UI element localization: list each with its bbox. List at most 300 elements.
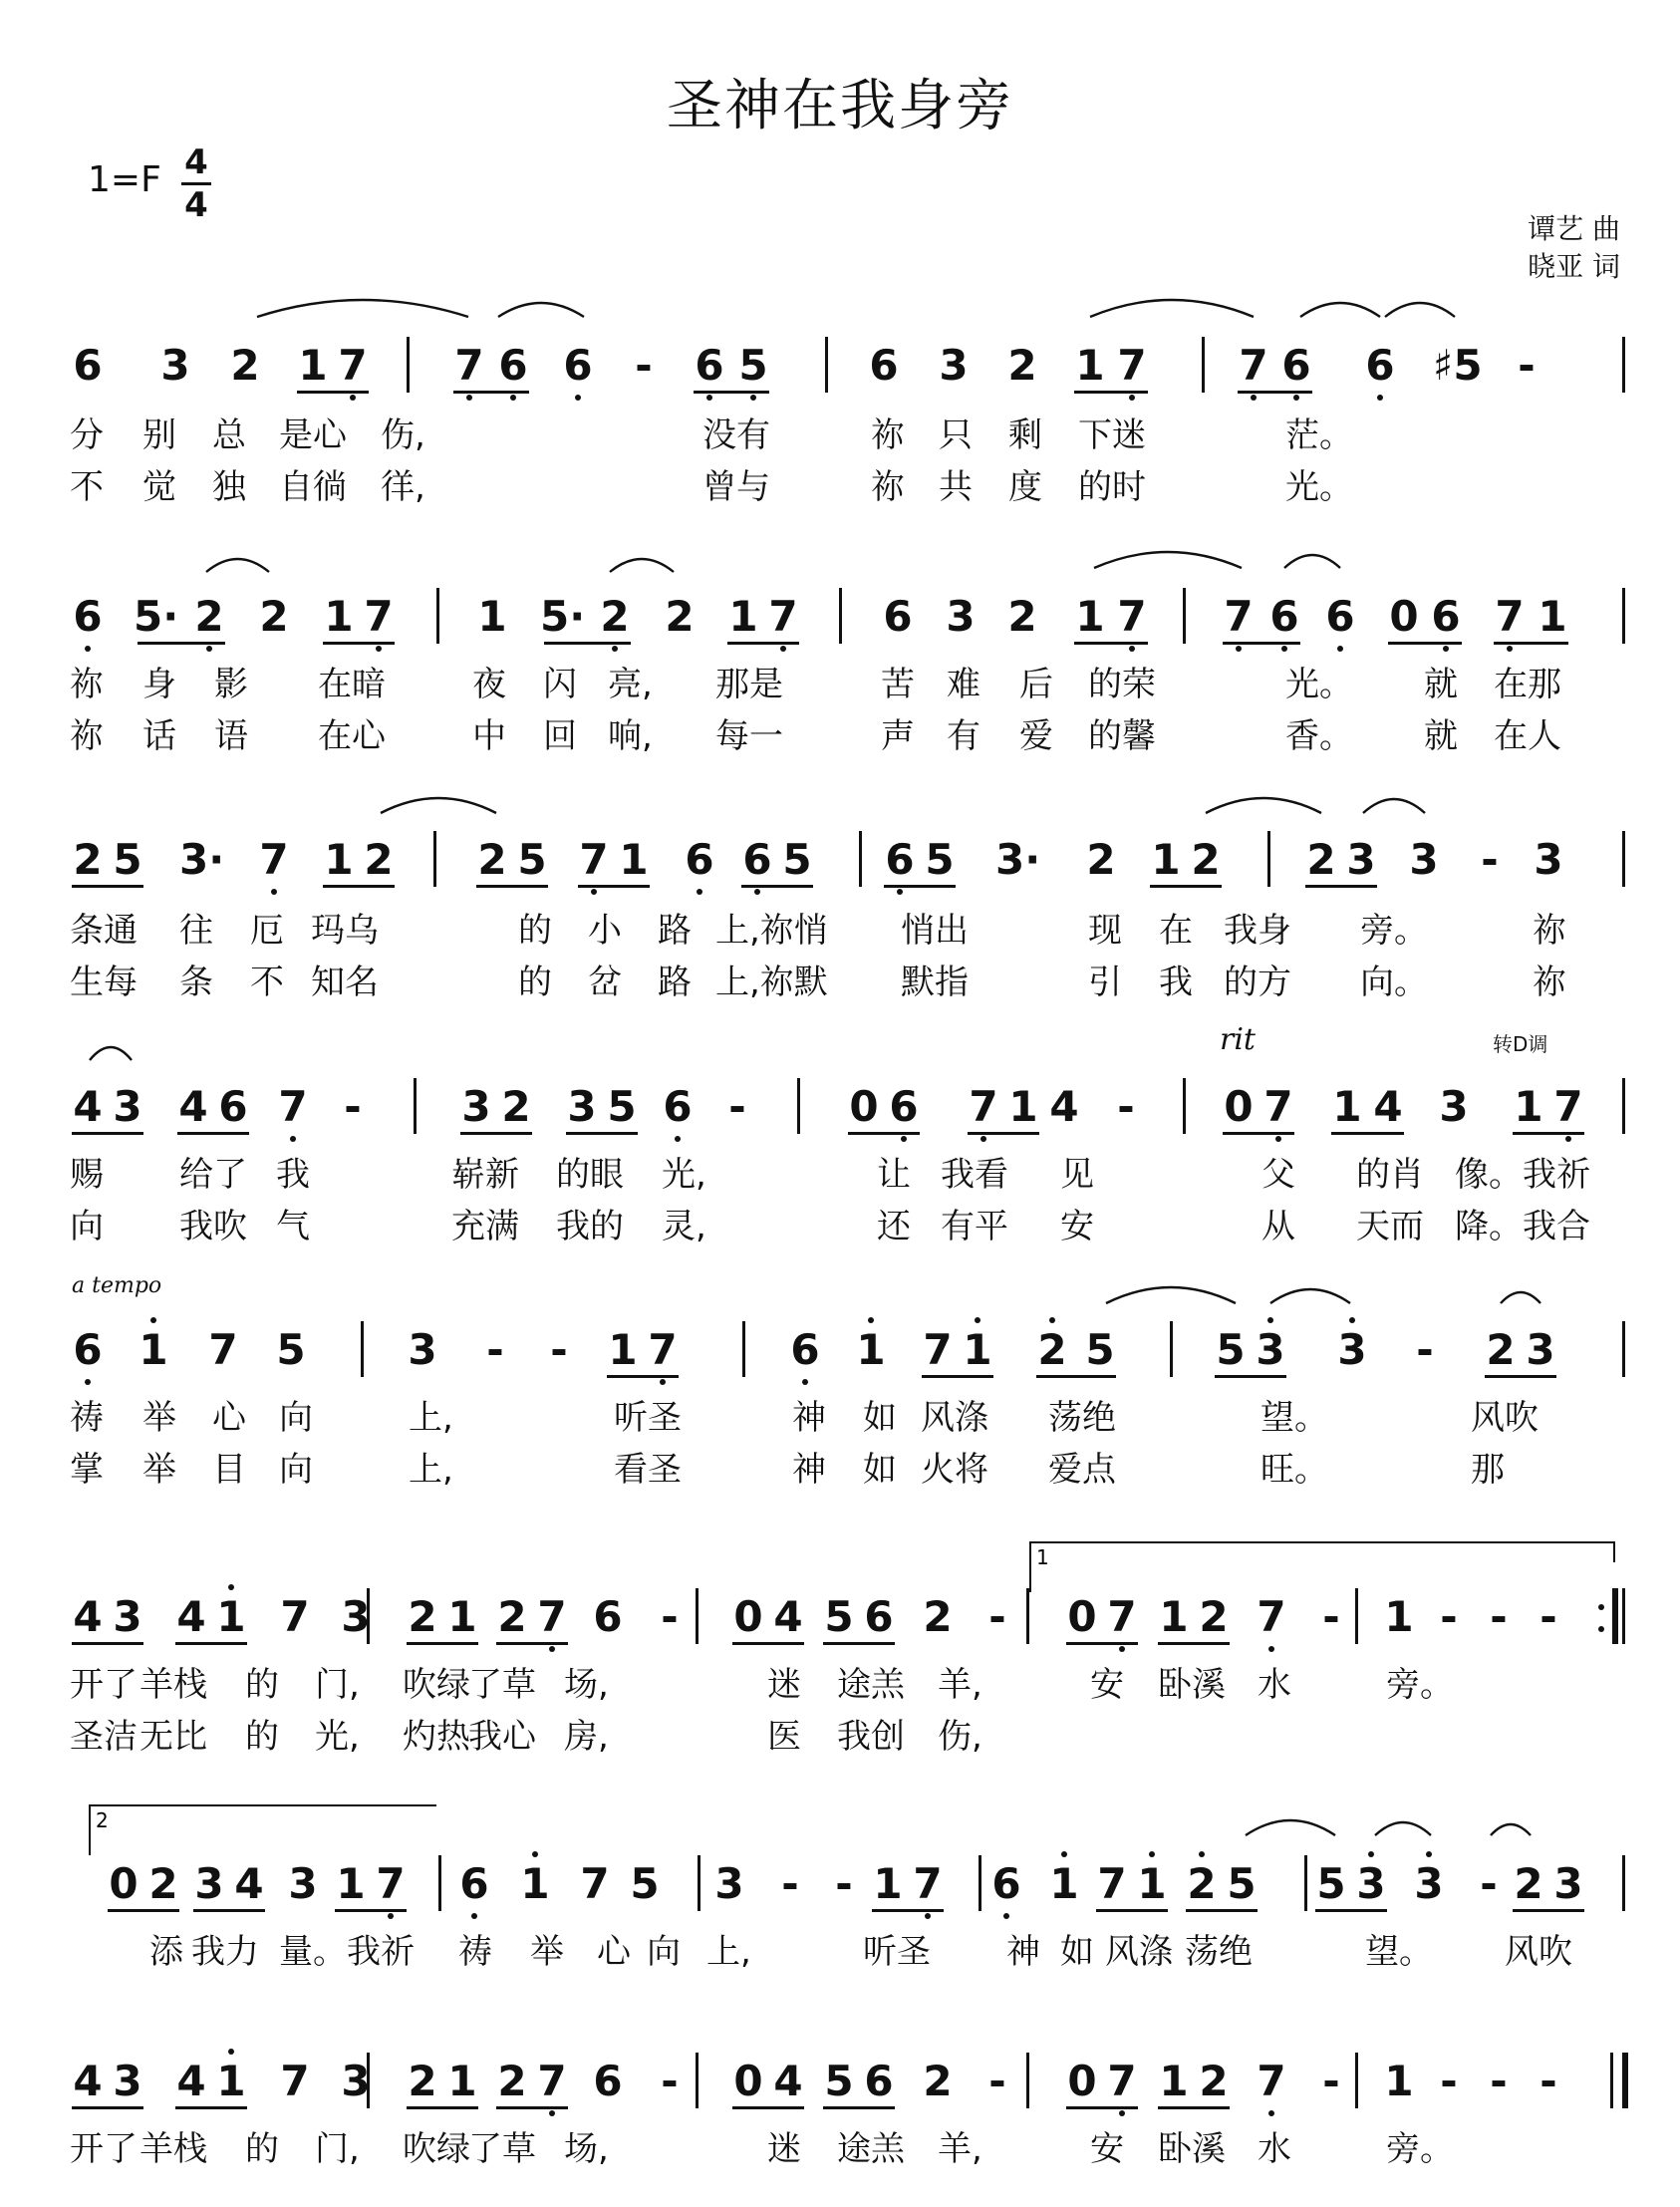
lyric-syllable: 场, [564, 2129, 609, 2169]
note-digit: 4 [1373, 1082, 1403, 1131]
octave-down-dot [1268, 1646, 1274, 1652]
eighth-beam [741, 885, 813, 888]
note-digit: 7 [1257, 2057, 1286, 2105]
barline [1622, 1321, 1625, 1377]
barline [797, 1078, 800, 1134]
note [1080, 1325, 1120, 1374]
lyric-syllable: 神 [792, 1450, 826, 1490]
note-digit: 7 [1495, 592, 1525, 641]
lyric-syllable: 就 [1424, 665, 1458, 704]
eighth-beam [968, 1132, 1039, 1135]
note [512, 835, 552, 884]
note [978, 2057, 1017, 2105]
octave-up-dot [1061, 1851, 1067, 1857]
volta-1-label: 1 [1036, 1545, 1049, 1569]
note [108, 2057, 147, 2105]
note [1276, 341, 1316, 390]
note [492, 2057, 532, 2105]
note [271, 1325, 311, 1374]
note-digit: 7 [1553, 1082, 1583, 1131]
octave-down-dot [471, 1913, 477, 1919]
note [1301, 835, 1341, 884]
note [602, 1082, 642, 1131]
note-digit: 5 [276, 1325, 306, 1374]
note [211, 2057, 251, 2105]
note-digit: 2 [364, 835, 394, 884]
note-digit: 1 [1137, 1859, 1167, 1908]
lyric-syllable: 的时 [1078, 467, 1146, 507]
barline [859, 831, 862, 887]
note [1351, 1859, 1391, 1908]
note-digit: 3· [179, 835, 225, 884]
eighth-beam [1494, 642, 1568, 645]
note-digit: 4 [176, 1592, 206, 1641]
lyric-syllable: 往 [179, 911, 213, 951]
eighth-beam [323, 642, 395, 645]
repeat-dot [1598, 1604, 1604, 1610]
note-digit: 6 [1269, 592, 1299, 641]
note [493, 341, 533, 390]
note [515, 1859, 555, 1908]
lyric-syllable: 崭新 [451, 1155, 519, 1195]
note [1507, 341, 1546, 390]
slur [1284, 555, 1340, 568]
note-digit: 7 [376, 1859, 406, 1908]
lyric-syllable: 没有 [702, 415, 770, 455]
note-digit: 7 [580, 1859, 610, 1908]
note-digit: 6 [498, 341, 528, 390]
octave-down-dot [376, 646, 382, 652]
note-digit: 5 [630, 1859, 660, 1908]
octave-up-dot [1149, 1851, 1155, 1857]
lyric-syllable: 祢 [871, 467, 905, 507]
note-digit: 3 [939, 341, 969, 390]
octave-down-dot [466, 395, 472, 401]
note-digit: - [1481, 835, 1499, 884]
note-digit: 0 [733, 2057, 763, 2105]
note [1044, 1082, 1084, 1131]
eighth-beam [407, 2106, 478, 2109]
note [371, 1859, 411, 1908]
lyric-syllable: 在心 [318, 716, 386, 756]
note [918, 1325, 958, 1374]
lyric-syllable: 场, [564, 1665, 609, 1705]
note-digit: - [550, 1325, 568, 1374]
octave-down-dot [1251, 395, 1257, 401]
note [658, 1082, 698, 1131]
eighth-beam [823, 1642, 895, 1645]
lyric-syllable: 赐 [70, 1155, 104, 1195]
note [1194, 1592, 1234, 1641]
note-digit: 1 [139, 1325, 168, 1374]
note-digit: 4 [178, 1082, 208, 1131]
note-digit: 5 [824, 1592, 854, 1641]
octave-down-dot [290, 1136, 296, 1142]
eighth-beam [544, 642, 631, 645]
note [254, 835, 294, 884]
barline [361, 1321, 364, 1377]
note [728, 1592, 768, 1641]
eighth-beam [1223, 1132, 1294, 1135]
note-digit: - [1540, 2057, 1557, 2105]
note [1341, 835, 1381, 884]
lyric-syllable: 不 [250, 963, 284, 1002]
note-digit: 3 [408, 1325, 437, 1374]
octave-up-dot [1349, 1317, 1355, 1323]
octave-down-dot [901, 1136, 907, 1142]
lyric-syllable: 无比 [140, 1717, 207, 1757]
note-digit: 7 [537, 1592, 567, 1641]
eighth-beam [566, 1132, 638, 1135]
note-digit: 5 [925, 835, 955, 884]
note [878, 592, 918, 641]
octave-up-dot [1199, 1851, 1205, 1857]
note-digit: 0 [733, 1592, 763, 1641]
note [293, 341, 333, 390]
note-digit: 1 [1538, 592, 1567, 641]
note [1404, 835, 1444, 884]
octave-down-dot [1337, 646, 1343, 652]
note [273, 1082, 313, 1131]
barline [438, 1855, 441, 1911]
eighth-beam [1074, 642, 1148, 645]
lyric-syllable: 风吹 [1505, 1932, 1572, 1972]
note-digit: 3 [1256, 1325, 1285, 1374]
note-digit: 2 [1086, 835, 1116, 884]
note-digit: 3 [1414, 1859, 1444, 1908]
eighth-beam [1388, 642, 1462, 645]
note [1548, 1859, 1588, 1908]
note [1146, 835, 1186, 884]
lyric-syllable: 听圣 [863, 1932, 931, 1972]
eighth-beam [1158, 2106, 1230, 2109]
lyric-syllable: 分 [70, 415, 104, 455]
note [717, 1082, 757, 1131]
note [680, 835, 719, 884]
barline [1622, 588, 1625, 644]
lyric-syllable: 向 [647, 1932, 681, 1972]
note-digit: 7 [1257, 1592, 1286, 1641]
note [723, 592, 763, 641]
octave-down-dot [1507, 646, 1513, 652]
lyric-syllable: 我吹 [179, 1207, 247, 1246]
octave-down-dot [350, 395, 356, 401]
note-digit: - [344, 1082, 362, 1131]
note [819, 2057, 859, 2105]
note-digit: 3 [1346, 835, 1376, 884]
slur [1094, 552, 1242, 568]
note [625, 1859, 665, 1908]
note-digit: 6 [742, 835, 772, 884]
lyric-syllable: 心 [597, 1932, 631, 1972]
note [68, 835, 108, 884]
note-digit: 3 [1553, 1859, 1583, 1908]
octave-down-dot [1281, 646, 1287, 652]
note [995, 835, 1041, 884]
lyric-syllable: 条 [179, 963, 213, 1002]
note [1384, 592, 1424, 641]
note-digit: 1 [1384, 2057, 1414, 2105]
lyric-syllable: 医 [767, 1717, 801, 1757]
note [768, 2057, 808, 2105]
note-digit: 3 [341, 2057, 371, 2105]
lyric-syllable: 的 [245, 1717, 279, 1757]
octave-down-dot [660, 1379, 666, 1385]
lyric-syllable: 身 [142, 665, 176, 704]
slur [381, 798, 496, 813]
note [1102, 1592, 1142, 1641]
lyric-syllable: 旺。 [1260, 1450, 1328, 1490]
lyric-syllable: 上, [409, 1450, 453, 1490]
lyric-syllable: 向 [279, 1450, 313, 1490]
barline [1622, 1588, 1625, 1644]
note-digit: 1 [856, 1325, 886, 1374]
eighth-beam [175, 1642, 247, 1645]
slur [257, 300, 468, 317]
lyric-syllable: 的馨 [1088, 716, 1156, 756]
eighth-beam [108, 1909, 179, 1912]
note-digit: 6 [593, 1592, 623, 1641]
octave-up-dot [228, 2049, 234, 2055]
note-digit: - [1480, 1859, 1498, 1908]
octave-down-dot [85, 1379, 91, 1385]
barline [1622, 337, 1625, 393]
note [68, 2057, 108, 2105]
note-digit: 6 [864, 2057, 894, 2105]
octave-down-dot [271, 889, 277, 895]
lyricist-credit: 晓亚 词 [1528, 250, 1620, 283]
note [283, 1859, 323, 1908]
note [359, 835, 399, 884]
lyric-syllable: 生每 [70, 963, 138, 1002]
note-digit: 7 [1117, 341, 1147, 390]
note-digit: 3 [1534, 835, 1563, 884]
lyric-syllable: 量。我祈 [279, 1932, 415, 1972]
note-digit: 6 [883, 592, 913, 641]
octave-down-dot [1129, 646, 1135, 652]
slur [1363, 799, 1425, 813]
note-digit: 5 [1316, 1859, 1346, 1908]
octave-down-dot [1119, 1646, 1125, 1652]
note-digit: 6 [885, 835, 915, 884]
note [475, 1325, 515, 1374]
octave-up-dot [1426, 1851, 1432, 1857]
note [920, 835, 960, 884]
eighth-beam [823, 2106, 895, 2109]
lyric-syllable: 羊栈 [140, 2129, 207, 2169]
barline [436, 588, 439, 644]
lyric-syllable: 途羔 [837, 1665, 905, 1705]
lyric-syllable: 在那 [1494, 665, 1561, 704]
note [1219, 592, 1259, 641]
eighth-beam [72, 2106, 143, 2109]
octave-down-dot [780, 646, 786, 652]
eighth-beam [578, 885, 650, 888]
rit-marking: rit [1220, 1022, 1256, 1057]
lyric-syllable: 天而 [1356, 1207, 1424, 1246]
note [143, 1859, 183, 1908]
note [1102, 2057, 1142, 2105]
lyric-syllable: 有 [947, 716, 980, 756]
note-digit: 7 [280, 1592, 310, 1641]
note-digit: 3 [194, 1859, 224, 1908]
lyric-syllable: 是心 [279, 415, 347, 455]
octave-down-dot [754, 889, 760, 895]
note [1509, 1859, 1548, 1908]
octave-down-dot [388, 1913, 394, 1919]
lyric-syllable: 安 [1060, 1207, 1094, 1246]
note-digit: 6 [459, 1859, 489, 1908]
note-digit: 2 [1037, 1325, 1067, 1374]
note-digit: - [1440, 2057, 1458, 2105]
lyric-syllable: 旁。 [1360, 911, 1428, 951]
lyric-syllable: 给了 [179, 1155, 247, 1195]
note-digit: 7 [280, 2057, 310, 2105]
note-digit: 2 [194, 592, 224, 641]
eighth-beam [607, 1375, 679, 1378]
lyric-syllable: 爱 [1019, 716, 1053, 756]
octave-up-dot [868, 1317, 874, 1323]
note [1479, 1592, 1519, 1641]
note [275, 1592, 315, 1641]
note-digit: 4 [73, 1082, 103, 1131]
eighth-beam [1513, 1909, 1584, 1912]
note-digit: - [1518, 341, 1536, 390]
lyric-syllable: 神 [792, 1398, 826, 1438]
note-digit: 7 [1107, 2057, 1137, 2105]
note [1002, 592, 1042, 641]
note-digit: - [1490, 1592, 1508, 1641]
note [211, 1592, 251, 1641]
note [108, 835, 147, 884]
note [1092, 1859, 1132, 1908]
note [1311, 1592, 1351, 1641]
lyric-syllable: 上, [706, 1932, 751, 1972]
slur [90, 1047, 132, 1060]
lyric-syllable: 祷 [70, 1398, 104, 1438]
note [1062, 1592, 1102, 1641]
barline [1304, 1855, 1307, 1911]
barline [1622, 2053, 1628, 2108]
barline [696, 2053, 699, 2108]
lyric-syllable: 迷 [767, 1665, 801, 1705]
lyric-syllable: 共 [939, 467, 973, 507]
octave-down-dot [1003, 1913, 1009, 1919]
note [1132, 1859, 1172, 1908]
note-digit: 2 [497, 2057, 527, 2105]
note-digit: 1 [298, 341, 328, 390]
eighth-beam [694, 391, 769, 394]
note [179, 835, 225, 884]
note-digit: 3 [1356, 1859, 1386, 1908]
note [1194, 2057, 1234, 2105]
note-digit: ♯5 [1433, 341, 1483, 390]
note [1154, 1592, 1194, 1641]
note-digit: - [1322, 1592, 1340, 1641]
note-digit: 1 [216, 1592, 246, 1641]
octave-up-dot [150, 1317, 156, 1323]
octave-down-dot [980, 1136, 986, 1142]
note [1311, 2057, 1351, 2105]
lyric-syllable: 徉, [381, 467, 425, 507]
volta-1-bracket [1030, 1542, 1614, 1592]
note-digit: 1 [1159, 1592, 1189, 1641]
lyric-syllable: 上,祢默 [715, 963, 828, 1002]
time-signature [181, 142, 211, 225]
lyric-syllable: 充满 [451, 1207, 519, 1246]
note [1112, 592, 1152, 641]
lyric-syllable: 别 [142, 415, 176, 455]
note [1529, 835, 1568, 884]
lyric-syllable: 了草 [468, 1665, 536, 1705]
note-digit: 1 [1384, 1592, 1414, 1641]
note-digit: 5 [738, 341, 768, 390]
lyric-syllable: 祷 [458, 1932, 492, 1972]
note [819, 1592, 859, 1641]
lyric-syllable: 悄出 [901, 911, 969, 951]
eighth-beam [72, 885, 143, 888]
slur [1206, 798, 1321, 813]
note [768, 1592, 808, 1641]
lyric-syllable: 气 [276, 1207, 310, 1246]
note-digit: 6 [1365, 341, 1395, 390]
note-digit: 6 [685, 835, 714, 884]
note-digit: - [1322, 2057, 1340, 2105]
note-digit: 2 [1199, 1592, 1229, 1641]
eighth-beam [1186, 1909, 1258, 1912]
note-digit: - [1440, 1592, 1458, 1641]
eighth-beam [453, 391, 529, 394]
barline [696, 1588, 699, 1644]
lyric-syllable: 岔 [588, 963, 622, 1002]
lyric-syllable: 响, [608, 716, 653, 756]
note-digit: 7 [259, 835, 289, 884]
note-digit: 6 [73, 592, 103, 641]
note [986, 1859, 1026, 1908]
lyric-syllable: 就 [1424, 716, 1458, 756]
lyric-syllable: 亮, [608, 665, 653, 704]
note [1112, 341, 1152, 390]
note [229, 1859, 269, 1908]
lyric-syllable: 的眼 [556, 1155, 624, 1195]
octave-down-dot [1268, 2110, 1274, 2116]
lyric-syllable: 度 [1008, 467, 1042, 507]
note [824, 1859, 864, 1908]
eighth-beam [323, 885, 395, 888]
note [1469, 1859, 1509, 1908]
note-digit: 1 [1075, 592, 1105, 641]
note [588, 1592, 628, 1641]
note-digit: 6 [889, 1082, 919, 1131]
note [918, 1592, 958, 1641]
lyric-syllable: 心 [212, 1398, 246, 1438]
lyric-syllable: 光。 [1285, 467, 1353, 507]
lyric-syllable: 举 [530, 1932, 564, 1972]
note [1379, 1592, 1419, 1641]
lyric-syllable: 光, [662, 1155, 706, 1195]
note-digit: 5 [782, 835, 812, 884]
note-digit: - [988, 2057, 1006, 2105]
note-digit: 3 [113, 1592, 142, 1641]
lyric-syllable: 的 [518, 911, 552, 951]
note [492, 1592, 532, 1641]
note [532, 1592, 572, 1641]
note [331, 1859, 371, 1908]
lyric-syllable: 吹绿 [403, 1665, 470, 1705]
octave-down-dot [706, 395, 712, 401]
note [1234, 341, 1273, 390]
note-digit: 2 [1007, 341, 1037, 390]
